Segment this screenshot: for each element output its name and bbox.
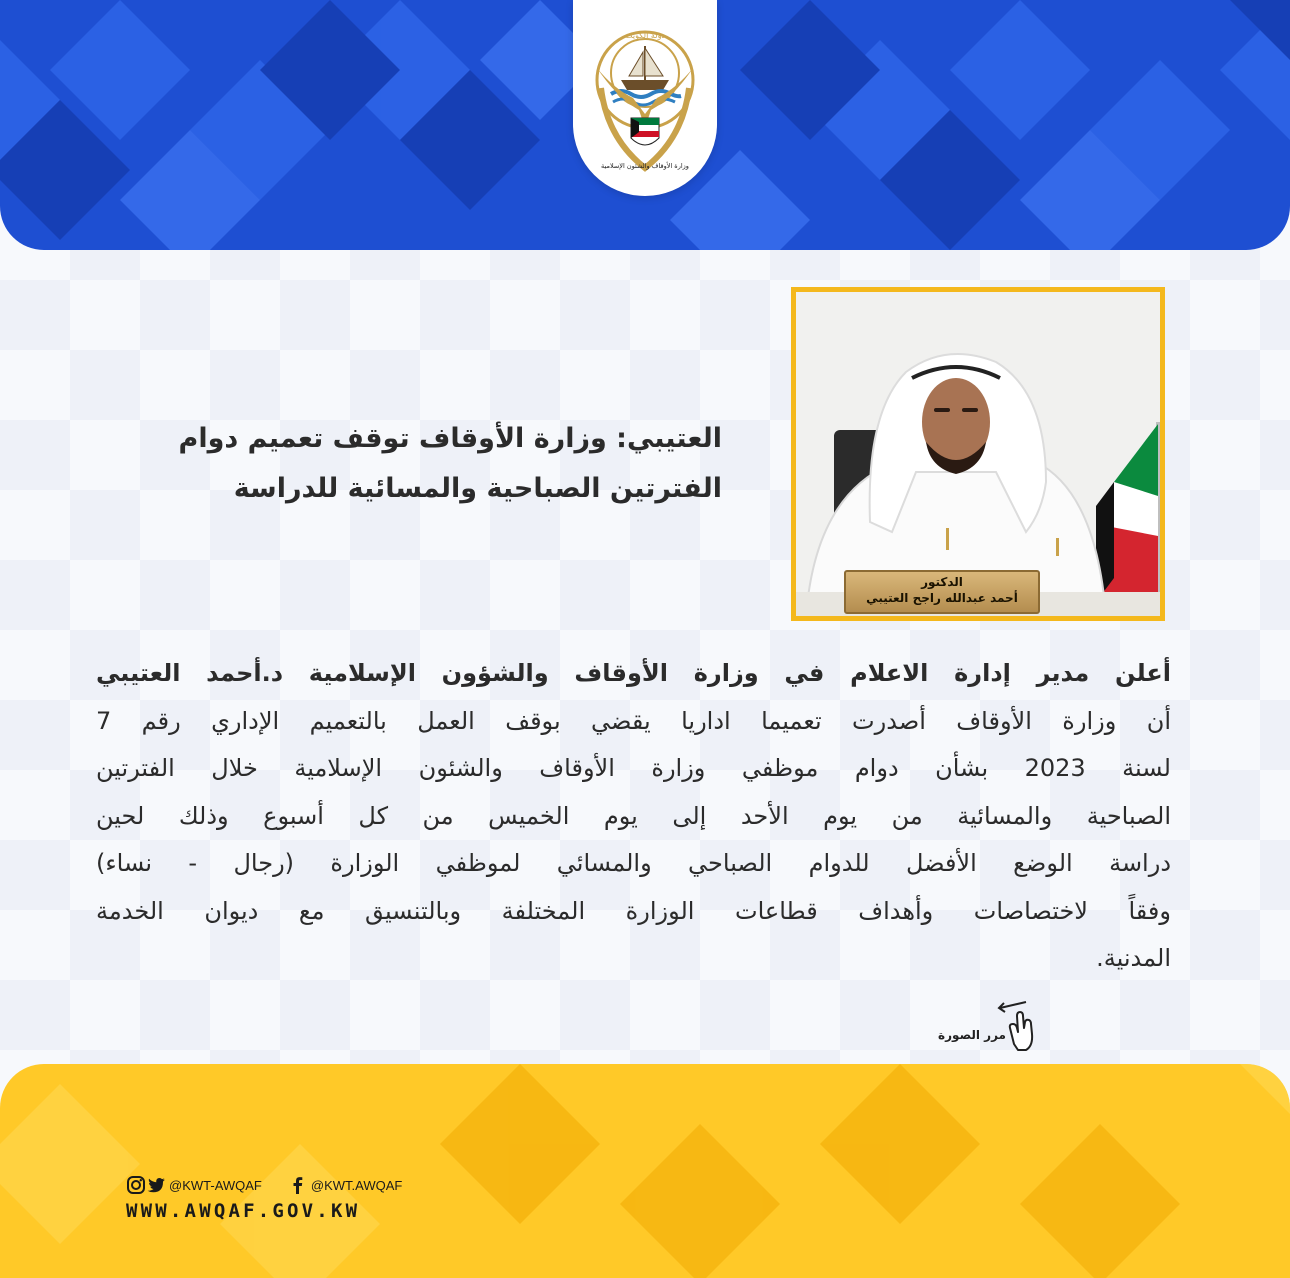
article-line: أن وزارة الأوقاف أصدرت تعميما اداريا يقضي بوقف العمل بالتعميم الإداري رقم 7	[96, 706, 1171, 735]
headline	[80, 414, 722, 514]
twitter-icon[interactable]	[146, 1175, 166, 1195]
nameplate-name: أحمد عبدالله راجح العتيبي	[866, 591, 1018, 605]
ministry-emblem-icon	[587, 18, 703, 178]
swipe-label: مرر الصورة	[938, 1028, 1006, 1042]
twitter-handle[interactable]: @KWT-AWQAF	[169, 1177, 262, 1193]
name-plate	[844, 570, 1040, 614]
emblem-arc-text: دولة الكويت	[625, 31, 665, 40]
article-line: لسنة 2023 بشأن دوام موظفي وزارة الأوقاف والشئون الإسلامية خلال الفترتين	[96, 754, 1171, 782]
bottom-banner	[0, 1064, 1290, 1278]
instagram-icon[interactable]	[126, 1175, 146, 1195]
article-line: دراسة الوضع الأفضل للدوام الصباحي والمسائي لموظفي الوزارة (رجال - نساء)	[96, 849, 1171, 877]
portrait-illustration	[796, 292, 1160, 616]
social-links	[126, 1174, 446, 1196]
headline-line-1: العتيبي: وزارة الأوقاف توقف تعميم دوام	[178, 423, 722, 454]
headline-line-2: الفترتين الصباحية والمسائية للدراسة	[233, 473, 722, 504]
article-body	[96, 650, 1171, 983]
emblem-ring-text: وزارة الأوقاف والشئون الإسلامية	[601, 162, 689, 170]
diamond-pattern-yellow	[0, 1064, 1290, 1278]
article-line: المدنية.	[1096, 944, 1171, 972]
facebook-icon[interactable]	[288, 1175, 308, 1195]
logo-tab	[573, 0, 717, 196]
swipe-hint[interactable]	[930, 998, 1050, 1054]
article-line: الصباحية والمسائية من يوم الأحد إلى يوم الخميس من كل أسبوع وذلك لحين	[96, 801, 1171, 830]
portrait-photo	[791, 287, 1165, 621]
facebook-handle[interactable]: @KWT.AWQAF	[310, 1177, 403, 1193]
nameplate-title: الدكتور	[921, 575, 963, 589]
website-url[interactable]: WWW.AWQAF.GOV.KW	[126, 1200, 361, 1222]
article-lead: أعلن مدير إدارة الاعلام في وزارة الأوقاف والشؤون الإسلامية د.أحمد العتيبي	[96, 659, 1171, 687]
swipe-hand-icon	[996, 998, 1040, 1054]
article-line: وفقاً لاختصاصات وأهداف قطاعات الوزارة المختلفة وبالتنسيق مع ديوان الخدمة	[96, 896, 1171, 925]
